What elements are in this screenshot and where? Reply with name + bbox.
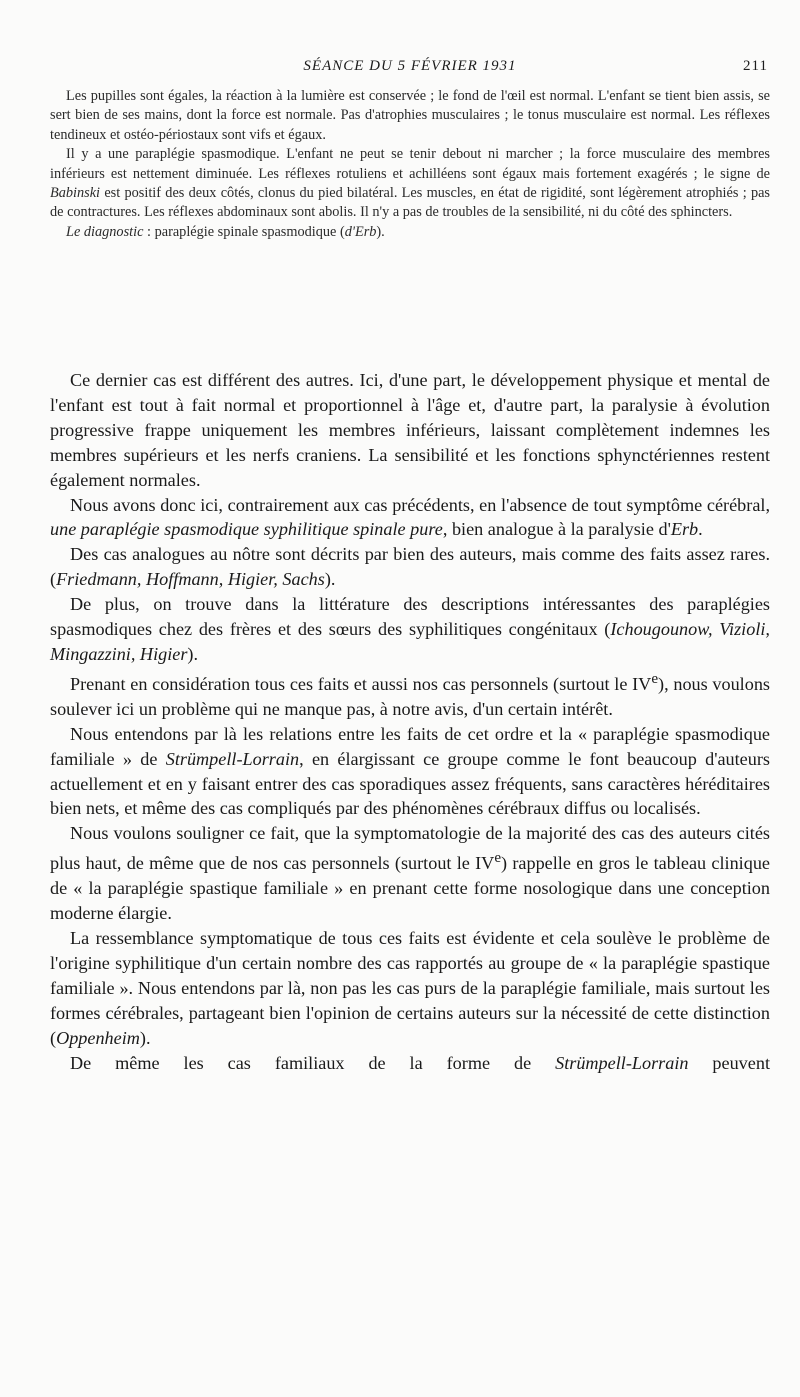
- text: ).: [139, 1027, 151, 1048]
- text: Il y a une paraplégie spasmodique. L'enfant ne peut se tenir debout ni marcher ; la force musculaire des membres inférieurs est nettement diminuée. Les réflexes rotuliens et achilléens sont égaux mais fortement exagérés ; le signe de: [50, 146, 770, 182]
- text: Des cas analogues au nôtre sont décrits par bien des auteurs, mais comme des faits assez rares. (: [50, 544, 770, 590]
- paragraph: [50, 722, 770, 822]
- author-names: Ichougounow, Vizioli, Mingazzini, Higier: [50, 619, 770, 664]
- page-number: 211: [743, 58, 768, 74]
- text: Prenant en considération tous ces faits et aussi nos cas personnels (surtout le IV: [70, 673, 652, 694]
- paragraph: [50, 368, 770, 493]
- paragraph: [50, 542, 770, 592]
- text: De plus, on trouve dans la littérature des descriptions intéressantes des paraplégies spasmodiques chez des frères et des sœurs des syphilitiques congénitaux (: [50, 594, 770, 640]
- author-name: Babinski: [50, 185, 101, 202]
- text: ).: [376, 223, 385, 240]
- paragraph: [50, 87, 770, 145]
- text: est positif des deux côtés, clonus du pied bilatéral. Les muscles, en état de rigidité, sont légèrement atrophiés ; pas de contractures. Les réflexes abdominaux sont abolis. Il n'y a pas de troubles de la sensibilité, ni du côté des sphincters.: [50, 185, 770, 221]
- diagnosis-label: Le diagnostic: [66, 223, 144, 240]
- author-name: Strümpell-Lorrain: [165, 748, 300, 769]
- text: Nous avons donc ici, contrairement aux cas précédents, en l'absence de tout symptôme cérébral,: [70, 494, 770, 515]
- text: Les pupilles sont égales, la réaction à la lumière est conservée ; le fond de l'œil est normal. L'enfant se tient bien assis, se sert bien de ses mains, dont la force est normale. Pas d'atrophies musculaires ; le tonus musculaire est normal. Les réflexes tendineux et ostéo-périostaux sont vifs et égaux.: [50, 88, 770, 143]
- text: ), nous voulons soulever ici un problème qui ne manque pas, à notre avis, d'un certain intérêt.: [50, 673, 771, 719]
- text: : paraplégie spinale spasmodique (: [143, 223, 345, 240]
- author-name: d'Erb: [344, 223, 377, 240]
- text: Nous voulons souligner ce fait, que la symptomatologie de la majorité des cas des auteurs cités plus haut, de même que de nos cas personnels (surtout le IV: [50, 823, 770, 874]
- text: , bien analogue à la paralysie d': [442, 519, 671, 540]
- text: De même les cas familiaux de la forme de: [70, 1052, 556, 1073]
- discussion-block: [50, 368, 770, 1076]
- text: ).: [187, 643, 199, 664]
- text: peuvent: [688, 1052, 770, 1073]
- text: .: [698, 519, 703, 540]
- author-name: Strümpell-Lorrain: [555, 1052, 689, 1073]
- text: Nous entendons par là les relations entre les faits de cet ordre et la « paraplégie spasmodique familiale » de: [50, 723, 770, 769]
- paragraph: [50, 667, 770, 722]
- running-header: [50, 58, 770, 80]
- case-description-block: [50, 87, 770, 242]
- emphasis: une paraplégie spasmodique syphilitique spinale pure: [50, 519, 443, 540]
- running-title: SÉANCE DU 5 FÉVRIER 1931: [303, 58, 517, 74]
- author-name: Erb: [670, 519, 699, 540]
- author-name: Oppenheim: [56, 1027, 140, 1048]
- text: , en élargissant ce groupe comme le font beaucoup d'auteurs actuellement et en y faisant entrer des cas sporadiques assez fréquents, sans caractères héréditaires bien nets, et même des cas compliqués par des phénomènes cérébraux diffus ou localisés.: [50, 748, 770, 819]
- paragraph: [50, 592, 770, 667]
- paragraph: [50, 145, 770, 223]
- superscript: e: [494, 849, 502, 867]
- text: Ce dernier cas est différent des autres. Ici, d'une part, le développement physique et mental de l'enfant est tout à fait normal et proportionnel à l'âge et, d'autre part, la paralysie à évolution progressive frappe uniquement les membres inférieurs, laissant complètement indemnes les membres supérieurs et les nerfs craniens. La sensibilité et les fonctions sphynctériennes restent également normales.: [50, 370, 770, 490]
- superscript: e: [651, 669, 659, 687]
- author-names: Friedmann, Hoffmann, Higier, Sachs: [56, 569, 325, 590]
- text: La ressemblance symptomatique de tous ces faits est évidente et cela soulève le problème de l'origine syphilitique d'un certain nombre des cas rapportés au groupe de « la paraplégie spastique familiale ». Nous entendons par là, non pas les cas purs de la paraplégie familiale, mais surtout les formes cérébrales, partageant bien l'opinion de certains auteurs sur la nécessité de cette distinction (: [50, 928, 770, 1048]
- text: ).: [324, 569, 336, 590]
- paragraph: [50, 1051, 770, 1076]
- text: ) rappelle en gros le tableau clinique de « la paraplégie spastique familiale » en prenant cette forme nosologique dans une conception moderne élargie.: [50, 853, 770, 924]
- paragraph: [50, 493, 770, 543]
- paragraph: [50, 821, 770, 926]
- paragraph: [50, 926, 770, 1051]
- diagnosis-paragraph: [50, 223, 770, 242]
